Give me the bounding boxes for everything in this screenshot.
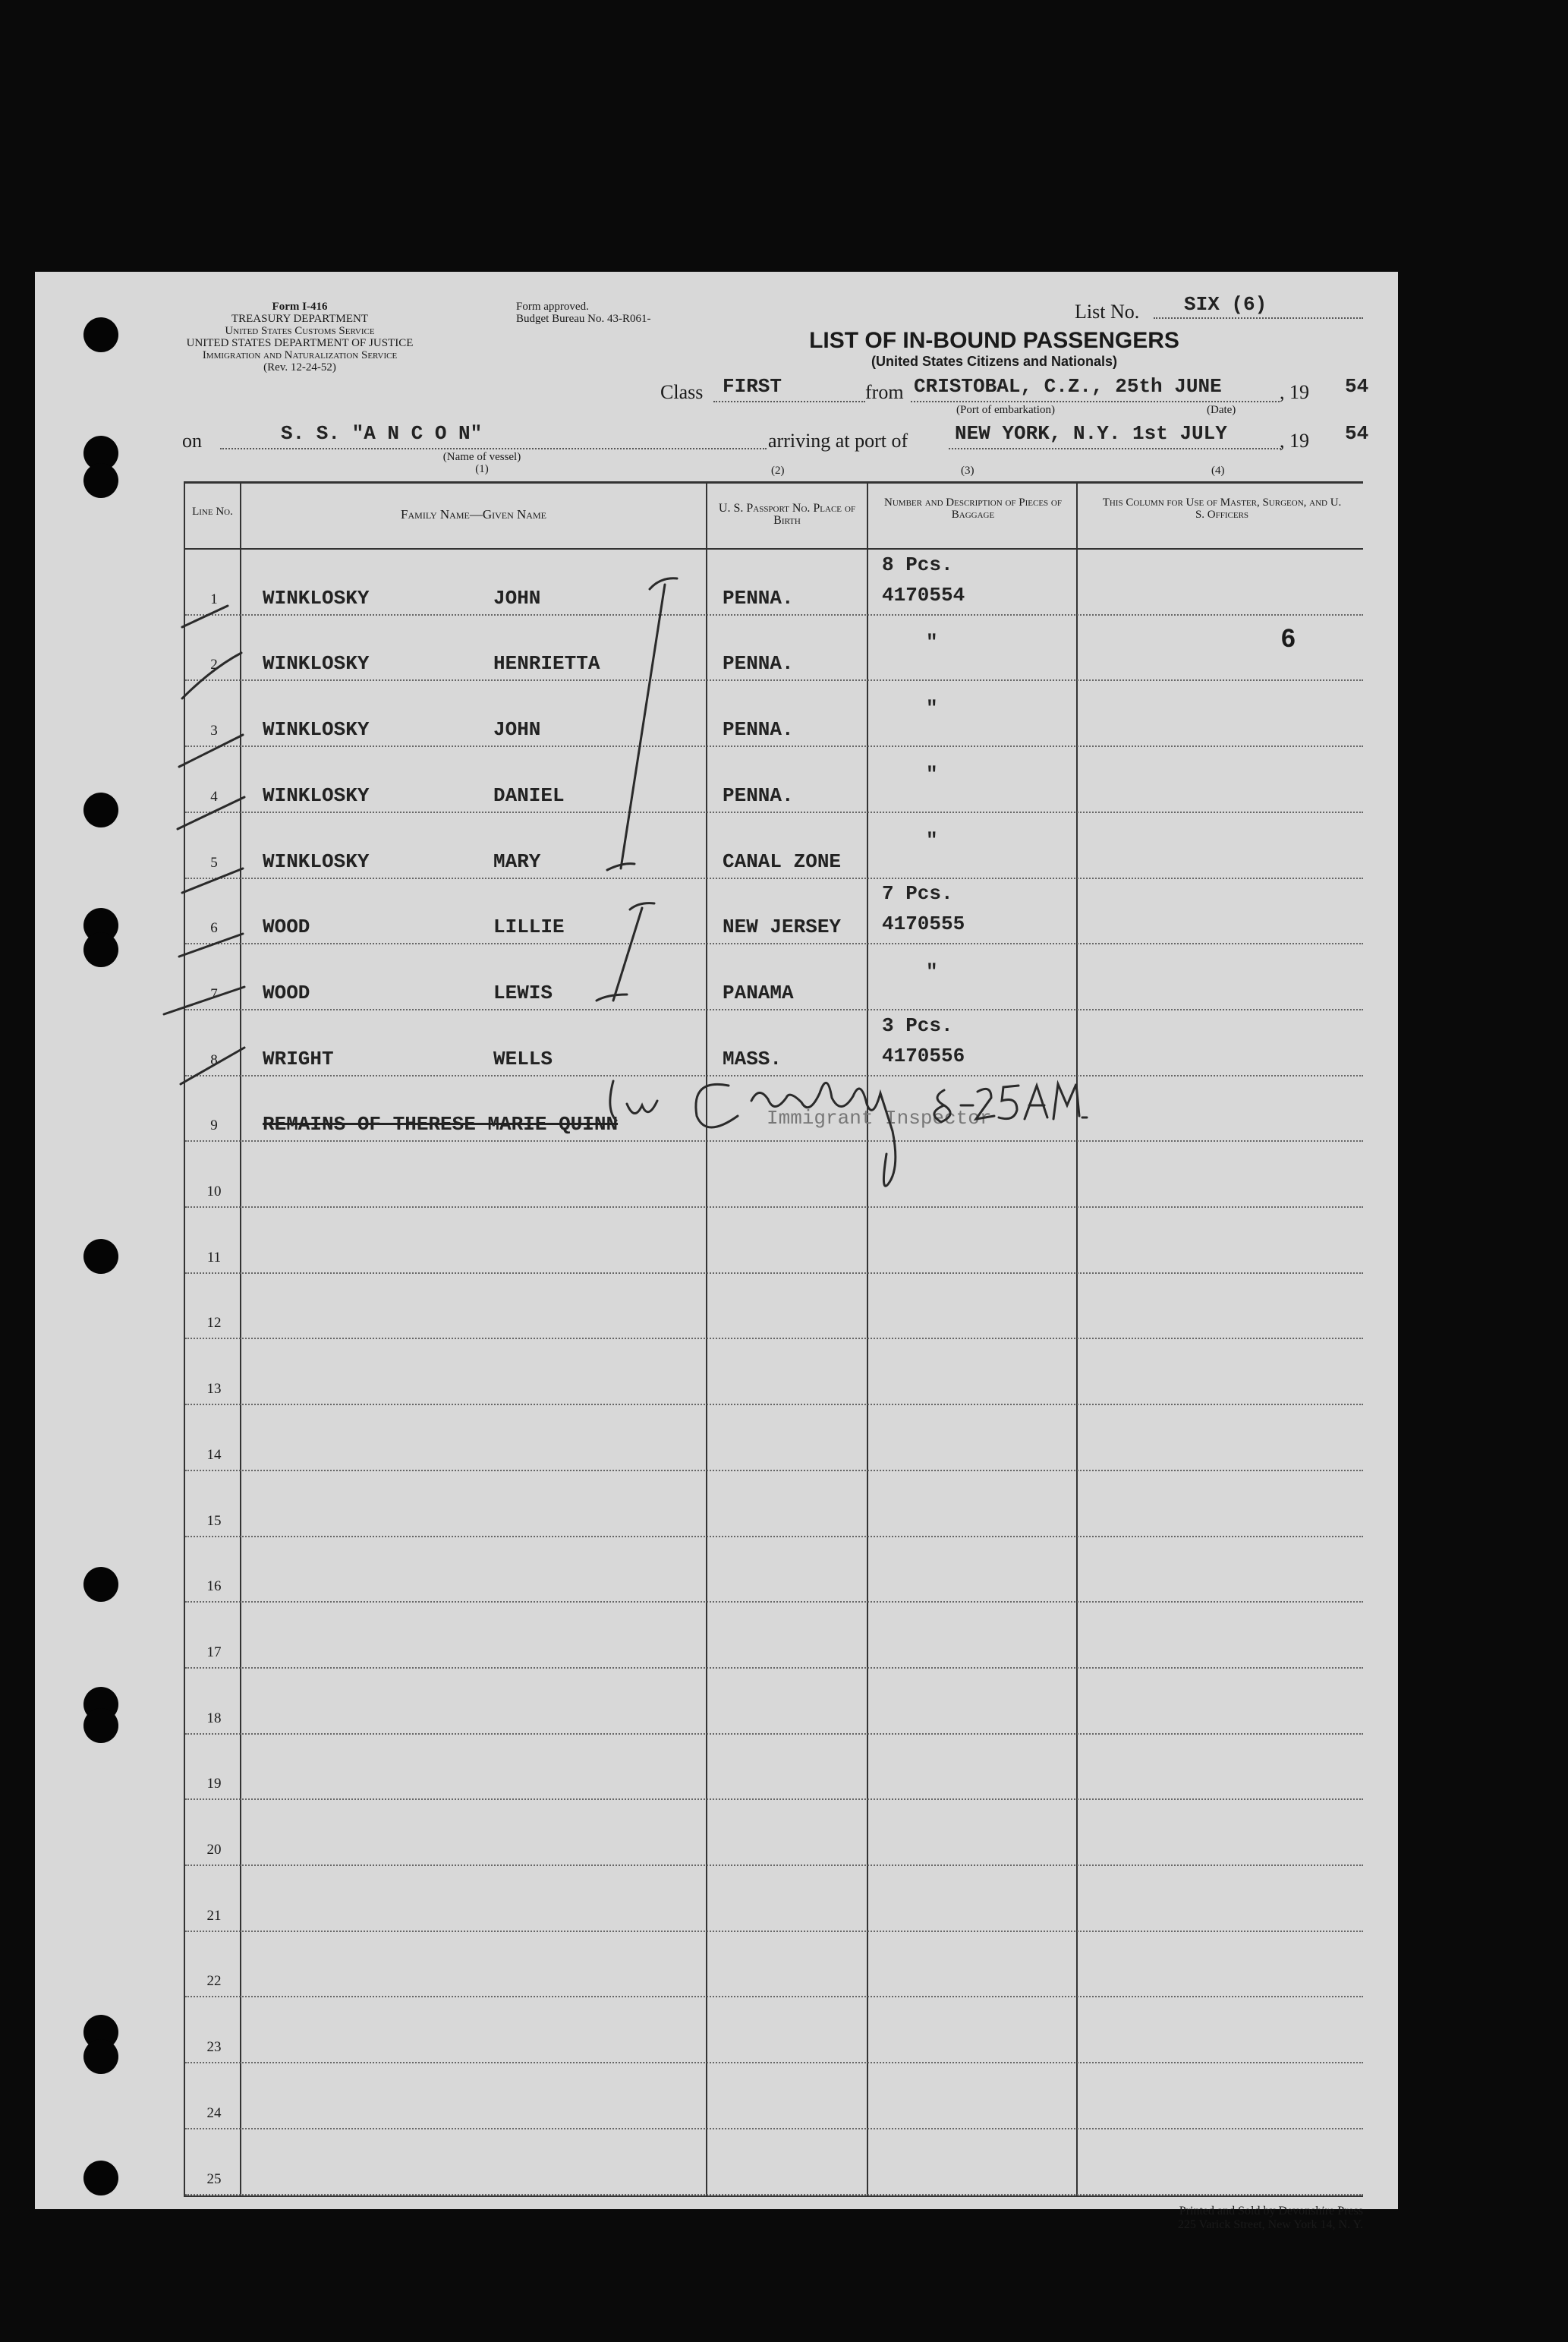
class-label: Class — [660, 381, 704, 403]
given-name: JOHN — [493, 718, 541, 741]
family-name: WINKLOSKY — [263, 587, 370, 610]
page-subtitle: (United States Citizens and Nationals) — [871, 354, 1118, 369]
line-number: 22 — [206, 1973, 222, 1989]
place-of-birth: PENNA. — [723, 784, 794, 807]
line-number: 9 — [210, 1117, 218, 1133]
form-approved: Form approved. — [516, 301, 589, 313]
given-name: DANIEL — [493, 784, 565, 807]
family-name: WOOD — [263, 916, 310, 938]
family-name: WINKLOSKY — [263, 784, 370, 807]
year-value: 54 — [1345, 375, 1369, 398]
vessel-name: S. S. "A N C O N" — [281, 422, 483, 445]
date-caption: (Date) — [1207, 404, 1236, 416]
line-number: 17 — [206, 1644, 222, 1660]
ditto-mark: " — [926, 960, 938, 983]
tick-mark — [164, 987, 244, 1014]
baggage-number: 4170555 — [882, 913, 965, 935]
line-number: 24 — [206, 2105, 222, 2121]
place-of-birth: PENNA. — [723, 652, 794, 675]
tick-mark — [182, 606, 228, 627]
line-number: 14 — [206, 1447, 222, 1463]
line-number: 11 — [206, 1250, 222, 1266]
ditto-mark: " — [926, 631, 938, 654]
line-number: 1 — [210, 591, 218, 607]
officer-mark: 6 — [1281, 624, 1296, 653]
bracket-mark — [597, 903, 654, 1001]
col2-caption: (2) — [771, 465, 785, 477]
baggage-pieces: 7 Pcs. — [882, 882, 953, 905]
line-number: 25 — [206, 2171, 222, 2187]
given-name: HENRIETTA — [493, 652, 600, 675]
baggage-pieces: 8 Pcs. — [882, 553, 953, 576]
col-header-passport: U. S. Passport No. Place of Birth — [718, 502, 856, 527]
line-number: 5 — [210, 855, 218, 871]
col-header-officers: This Column for Use of Master, Surgeon, and U. S. Officers — [1102, 496, 1342, 521]
tick-mark — [179, 735, 243, 767]
dept-ins: Immigration and Naturalization Service — [202, 349, 398, 361]
arriving-year-prefix: , 19 — [1280, 430, 1309, 452]
dept-customs: United States Customs Service — [225, 325, 375, 337]
form-revision: (Rev. 12-24-52) — [263, 361, 336, 374]
col3-caption: (3) — [961, 465, 974, 477]
given-name: JOHN — [493, 587, 541, 610]
from-label: from — [865, 381, 904, 403]
dept-justice: UNITED STATES DEPARTMENT OF JUSTICE — [186, 337, 414, 349]
place-of-birth: MASS. — [723, 1048, 782, 1070]
line-number: 2 — [210, 657, 218, 673]
tick-mark — [182, 868, 243, 893]
inspector-stamp: Immigrant Inspector — [767, 1107, 992, 1130]
line-number: 4 — [210, 789, 218, 805]
given-name: LEWIS — [493, 982, 553, 1004]
line-number: 20 — [206, 1842, 222, 1858]
printer-line-2: 225 Varick Street, New York 14, N. Y. — [1177, 2218, 1363, 2231]
budget-number: Budget Bureau No. 43-R061- — [516, 313, 651, 325]
bracket-mark — [607, 578, 677, 870]
printer-imprint — [1093, 2205, 1363, 2232]
baggage-pieces: 3 Pcs. — [882, 1014, 953, 1037]
family-name: REMAINS OF THERESE MARIE QUINN — [263, 1113, 619, 1136]
port-embark-caption: (Port of embarkation) — [956, 404, 1055, 416]
family-name: WINKLOSKY — [263, 652, 370, 675]
family-name: WRIGHT — [263, 1048, 334, 1070]
place-of-birth: PANAMA — [723, 982, 794, 1004]
line-number: 6 — [210, 920, 218, 936]
col-header-line: Line No. — [192, 506, 233, 518]
page-title: LIST OF IN-BOUND PASSENGERS — [809, 328, 1179, 353]
ditto-mark: " — [926, 829, 938, 852]
line-number: 18 — [206, 1710, 222, 1726]
year-prefix: , 19 — [1280, 381, 1309, 403]
vessel-caption-text: (Name of vessel) — [442, 451, 521, 463]
printer-line-1: Printed and Sold by Devonshire Press — [1179, 2205, 1363, 2217]
ditto-mark: " — [926, 697, 938, 720]
inspector-signature — [610, 1081, 896, 1186]
family-name: WOOD — [263, 982, 310, 1004]
baggage-number: 4170556 — [882, 1045, 965, 1067]
given-name: WELLS — [493, 1048, 553, 1070]
given-name: MARY — [493, 850, 541, 873]
col-header-baggage: Number and Description of Pieces of Baggage — [884, 496, 1062, 521]
class-value: FIRST — [723, 375, 782, 398]
col4-caption: (4) — [1211, 465, 1225, 477]
vessel-caption-num: (1) — [475, 463, 489, 475]
place-of-birth: CANAL ZONE — [723, 850, 842, 873]
line-number: 7 — [210, 986, 218, 1002]
line-number: 16 — [206, 1578, 222, 1594]
given-name: LILLIE — [493, 916, 565, 938]
arriving-year-value: 54 — [1345, 422, 1369, 445]
baggage-number: 4170554 — [882, 584, 965, 607]
line-number: 21 — [206, 1908, 222, 1924]
line-number: 23 — [206, 2039, 222, 2055]
line-number: 10 — [206, 1184, 222, 1199]
list-no-label: List No. — [1075, 301, 1140, 323]
tick-mark — [181, 1048, 244, 1084]
arriving-value: NEW YORK, N.Y. 1st JULY — [955, 422, 1227, 445]
place-of-birth: NEW JERSEY — [723, 916, 842, 938]
line-number: 3 — [210, 723, 218, 739]
col-header-name: Family Name—Given Name — [401, 507, 546, 522]
from-value: CRISTOBAL, C.Z., 25th JUNE — [914, 375, 1222, 398]
line-number: 12 — [206, 1315, 222, 1331]
place-of-birth: PENNA. — [723, 718, 794, 741]
tick-mark — [182, 653, 241, 698]
family-name: WINKLOSKY — [263, 850, 370, 873]
place-of-birth: PENNA. — [723, 587, 794, 610]
arriving-label: arriving at port of — [768, 430, 908, 452]
tick-mark — [179, 934, 243, 957]
tick-mark — [178, 797, 244, 829]
line-number: 19 — [206, 1776, 222, 1792]
line-number: 15 — [206, 1513, 222, 1529]
handwritten-time — [934, 1084, 1087, 1122]
dept-treasury: TREASURY DEPARTMENT — [231, 313, 369, 325]
form-number: Form I-416 — [272, 301, 328, 313]
ditto-mark: " — [926, 763, 938, 786]
list-no-value: SIX (6) — [1184, 293, 1267, 316]
on-label: on — [182, 430, 202, 452]
line-number: 13 — [206, 1381, 222, 1397]
line-number: 8 — [210, 1052, 218, 1068]
family-name: WINKLOSKY — [263, 718, 370, 741]
